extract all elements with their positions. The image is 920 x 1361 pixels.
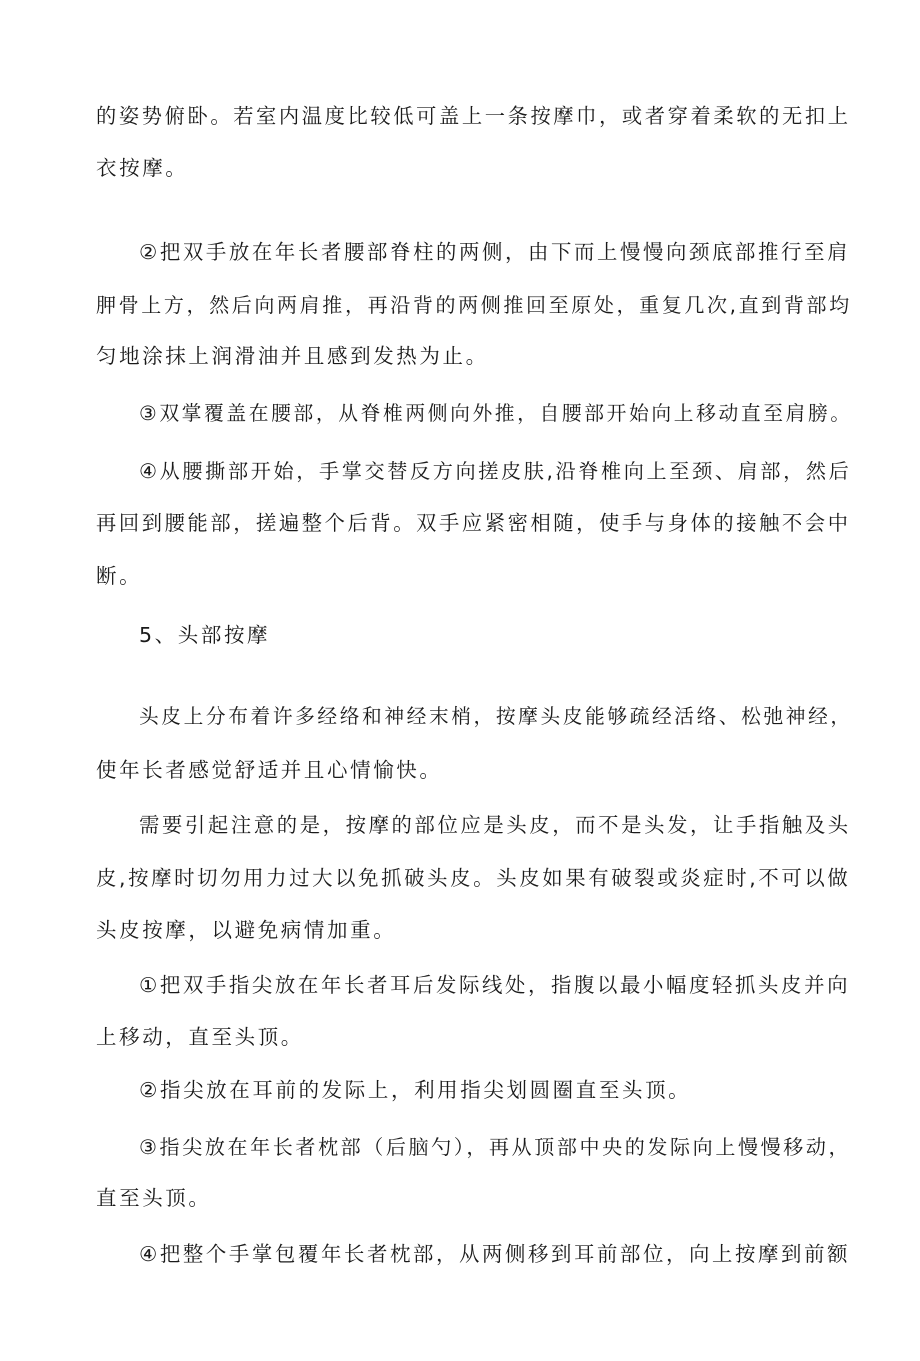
- paragraph-line: 再回到腰能部，搓遍整个后背。双手应紧密相随，使手与身体的接触不会中: [96, 511, 851, 535]
- section-heading: 5、头部按摩: [139, 623, 271, 647]
- paragraph-line: 需要引起注意的是，按摩的部位应是头皮，而不是头发，让手指触及头: [139, 813, 851, 837]
- paragraph-line: ③双掌覆盖在腰部，从脊椎两侧向外推，自腰部开始向上移动直至肩膀。: [139, 402, 853, 425]
- paragraph-line: 上移动，直至头顶。: [96, 1025, 304, 1049]
- paragraph-line: ②指尖放在耳前的发际上，利用指尖划圆圈直至头顶。: [139, 1078, 692, 1102]
- paragraph-line: 使年长者感觉舒适并且心情愉快。: [96, 758, 443, 782]
- paragraph-line: 的姿势俯卧。若室内温度比较低可盖上一条按摩巾，或者穿着柔软的无扣上: [96, 104, 851, 128]
- paragraph-line: 衣按摩。: [96, 156, 189, 180]
- paragraph-line: ④从腰撕部开始，手掌交替反方向搓皮肤,沿脊椎向上至颈、肩部，然后: [139, 459, 852, 483]
- paragraph-line: 断。: [96, 564, 143, 588]
- paragraph-line: ④把整个手掌包覆年长者枕部，从两侧移到耳前部位，向上按摩到前额: [139, 1242, 851, 1266]
- paragraph-line: ①把双手指尖放在年长者耳后发际线处，指腹以最小幅度轻抓头皮并向: [139, 973, 851, 997]
- paragraph-line: 直至头顶。: [96, 1186, 212, 1210]
- paragraph-line: ③指尖放在年长者枕部（后脑勺），再从顶部中央的发际向上慢慢移动，: [139, 1135, 852, 1159]
- paragraph-line: 皮,按摩时切勿用力过大以免抓破头皮。头皮如果有破裂或炎症时,不可以做: [96, 866, 851, 890]
- paragraph-line: 匀地涂抹上润滑油并且感到发热为止。: [96, 344, 489, 368]
- paragraph-line: 胛骨上方，然后向两肩推，再沿背的两侧推回至原处，重复几次,直到背部均: [96, 293, 852, 317]
- paragraph-line: ②把双手放在年长者腰部脊柱的两侧，由下而上慢慢向颈底部推行至肩: [139, 240, 851, 264]
- paragraph-line: 头皮上分布着许多经络和神经末梢，按摩头皮能够疏经活络、松弛神经，: [139, 705, 853, 728]
- paragraph-line: 头皮按摩，以避免病情加重。: [96, 918, 397, 942]
